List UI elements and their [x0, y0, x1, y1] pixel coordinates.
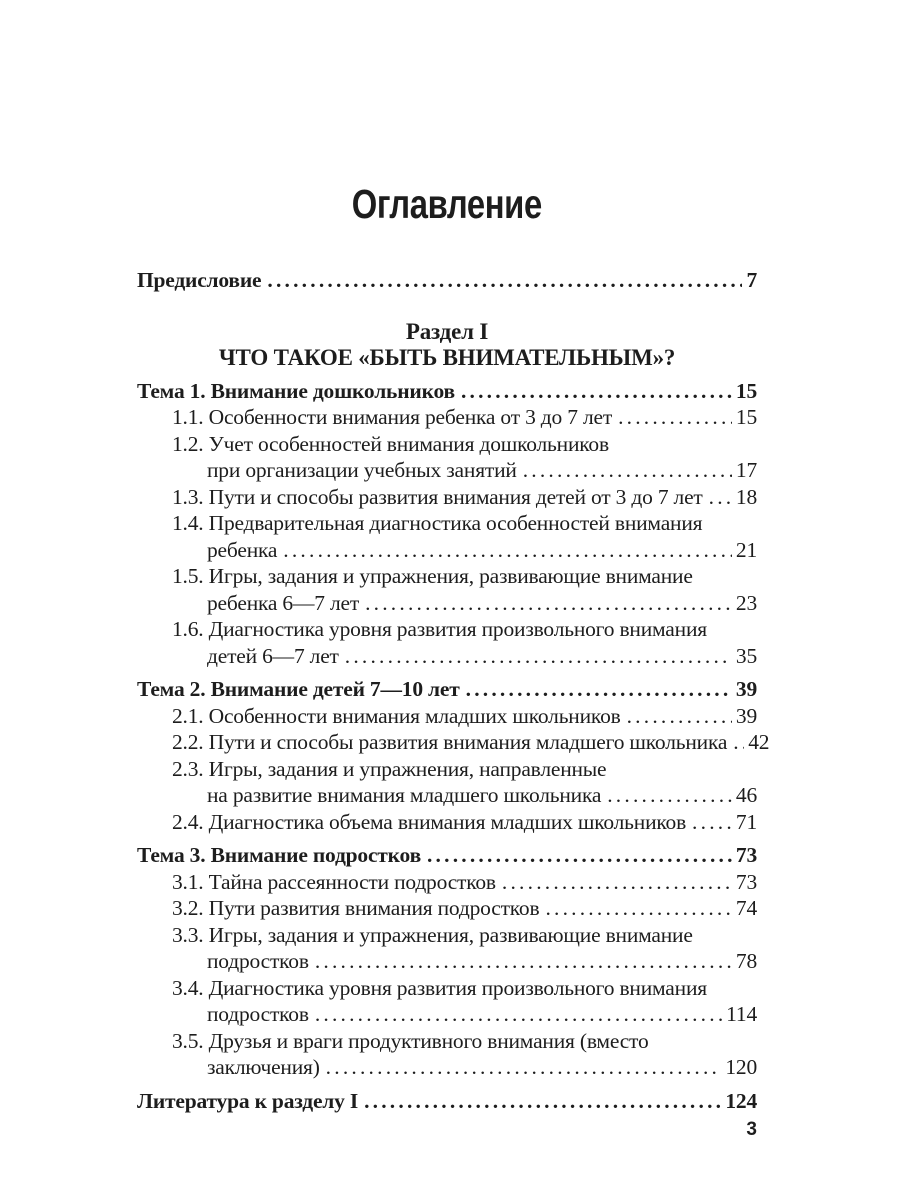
- dot-leader: [539, 895, 731, 922]
- toc-line: [137, 1028, 757, 1055]
- dot-leader: [703, 484, 732, 511]
- dot-leader: [421, 842, 732, 869]
- toc-page-number: 78: [735, 949, 757, 973]
- toc-entry: [137, 676, 757, 703]
- toc-line-text: 2.4. Диагностика объема внимания младших школьников: [172, 809, 687, 834]
- toc-line: [137, 869, 757, 896]
- toc-line-text: 3.5. Друзья и враги продуктивного внимания (вместо: [172, 1028, 649, 1053]
- toc-page-number: 71: [735, 809, 757, 834]
- toc-entry: [137, 756, 757, 809]
- toc-line: [137, 267, 757, 294]
- toc-page-number: 15: [735, 405, 757, 429]
- toc-line: [137, 756, 757, 783]
- toc-page-number: 114: [726, 1002, 757, 1026]
- dot-leader: [309, 1001, 722, 1028]
- toc-line-text: 1.3. Пути и способы развития внимания детей от 3 до 7 лет: [172, 484, 703, 509]
- toc-line-text: 3.1. Тайна рассеянности подростков: [172, 869, 496, 894]
- toc-entry: [137, 809, 757, 836]
- section-heading-line: Раздел I: [405, 318, 489, 344]
- toc-line-text: ребенка 6—7 лет: [207, 590, 360, 615]
- toc-page-number: 7: [746, 268, 757, 292]
- toc-page-number: 73: [735, 843, 757, 867]
- page-title: [137, 181, 757, 227]
- toc-line: [137, 616, 757, 643]
- toc-page-number: 21: [735, 537, 757, 562]
- toc-line: [137, 922, 757, 949]
- toc-page-number: 39: [735, 703, 757, 728]
- dot-leader: [621, 703, 732, 730]
- toc-line: [137, 948, 757, 975]
- toc-page-number: 42: [748, 730, 770, 754]
- toc-line-text: 1.6. Диагностика уровня развития произвольного внимания: [172, 617, 707, 641]
- toc-entry: [137, 404, 757, 431]
- toc-entry: [137, 975, 757, 1028]
- toc-line: [137, 895, 757, 922]
- toc-entry: [137, 563, 757, 616]
- toc-line-text: ребенка: [207, 537, 278, 562]
- dot-leader: [359, 590, 732, 617]
- toc-line: [137, 537, 757, 564]
- dot-leader: [727, 729, 744, 756]
- toc-line: [137, 1088, 757, 1115]
- toc-entry: [137, 1088, 757, 1115]
- toc-entry: [137, 510, 757, 563]
- toc-page-number: 17: [735, 458, 757, 482]
- dot-leader: [517, 457, 732, 484]
- toc-line: [137, 782, 757, 809]
- toc-line-text: 3.2. Пути развития внимания подростков: [172, 896, 540, 920]
- toc-line: [137, 729, 770, 756]
- toc-page-number: 46: [735, 783, 757, 807]
- dot-leader: [601, 782, 732, 809]
- footer-page-number: 3: [746, 1119, 757, 1140]
- toc-page-number: 120: [725, 1055, 757, 1079]
- section-heading-line: ЧТО ТАКОЕ «БЫТЬ ВНИМАТЕЛЬНЫМ»?: [218, 344, 676, 370]
- toc-entry: [137, 922, 757, 975]
- toc-line: [137, 404, 757, 431]
- toc-page-number: 15: [735, 378, 757, 403]
- toc-line-text: Тема 1. Внимание дошкольников: [137, 378, 455, 403]
- toc-line: [137, 975, 757, 1002]
- toc-line: [137, 676, 757, 703]
- toc-line-text: детей 6—7 лет: [207, 643, 339, 668]
- toc-entry: [137, 484, 757, 511]
- toc-line-text: 1.2. Учет особенностей внимания дошкольников: [172, 431, 609, 456]
- toc-line-text: Предисловие: [137, 268, 262, 292]
- toc-entry: [137, 378, 757, 405]
- toc-entry: [137, 729, 770, 756]
- toc-line: [137, 431, 757, 458]
- toc-line-text: 1.4. Предварительная диагностика особенностей внимания: [172, 511, 703, 535]
- toc-line-text: 2.2. Пути и способы развития внимания младшего школьника: [172, 730, 728, 754]
- toc-line-text: 3.4. Диагностика уровня развития произвольного внимания: [172, 975, 707, 1000]
- dot-leader: [460, 676, 732, 703]
- toc-entry: [137, 869, 757, 896]
- toc-page-number: 23: [735, 590, 757, 615]
- toc-entry: [137, 703, 757, 730]
- toc-page-number: 18: [735, 484, 757, 509]
- toc-entry: [137, 842, 757, 869]
- dot-leader: [612, 404, 732, 431]
- dot-leader: [686, 809, 732, 836]
- toc-line: [137, 484, 757, 511]
- toc-page-number: 74: [735, 896, 757, 920]
- toc-line-text: на развитие внимания младшего школьника: [207, 783, 602, 807]
- toc-line-text: 1.1. Особенности внимания ребенка от 3 до 7 лет: [172, 405, 613, 429]
- toc-line-text: Тема 3. Внимание подростков: [137, 843, 421, 867]
- toc-page-number: 124: [725, 1088, 757, 1113]
- toc-line: [137, 378, 757, 405]
- toc-line-text: Тема 2. Внимание детей 7—10 лет: [137, 677, 460, 701]
- toc-entry: [137, 616, 757, 669]
- toc-line-text: Литература к разделу I: [137, 1088, 359, 1113]
- toc-page-number: 73: [735, 869, 757, 894]
- dot-leader: [261, 267, 742, 294]
- toc-line: [137, 590, 757, 617]
- toc-line: [137, 643, 757, 670]
- dot-leader: [339, 643, 732, 670]
- toc-entry: [137, 267, 757, 294]
- toc-line: [137, 703, 757, 730]
- toc-line: [137, 1001, 757, 1028]
- toc-page-number: 35: [735, 643, 757, 668]
- toc-line-text: 1.5. Игры, задания и упражнения, развивающие внимание: [172, 564, 693, 588]
- toc-line: [137, 1054, 757, 1081]
- dot-leader: [358, 1088, 721, 1115]
- toc-line: [137, 842, 757, 869]
- dot-leader: [455, 378, 732, 405]
- dot-leader: [277, 537, 732, 564]
- toc-line-text: подростков: [207, 1002, 309, 1026]
- toc-line-text: при организации учебных занятий: [207, 458, 517, 482]
- toc-entry: [137, 895, 757, 922]
- toc-line: [137, 510, 757, 537]
- toc-entry: [137, 1028, 757, 1081]
- toc-entry: [137, 431, 757, 484]
- toc-line-text: 2.1. Особенности внимания младших школьников: [172, 703, 621, 728]
- section-heading: [137, 319, 757, 371]
- dot-leader: [496, 869, 732, 896]
- toc-line: [137, 809, 757, 836]
- toc-line: [137, 457, 757, 484]
- toc-line-text: подростков: [207, 949, 309, 973]
- toc-line: [137, 563, 757, 590]
- toc-line-text: 3.3. Игры, задания и упражнения, развивающие внимание: [172, 922, 693, 947]
- dot-leader: [320, 1054, 722, 1081]
- page-title-text: Оглавление: [351, 181, 543, 227]
- toc-line-text: заключения): [207, 1055, 320, 1079]
- toc-page-number: 39: [735, 677, 757, 701]
- dot-leader: [309, 948, 732, 975]
- toc-line-text: 2.3. Игры, задания и упражнения, направленные: [172, 756, 607, 781]
- toc-list: [137, 267, 770, 1114]
